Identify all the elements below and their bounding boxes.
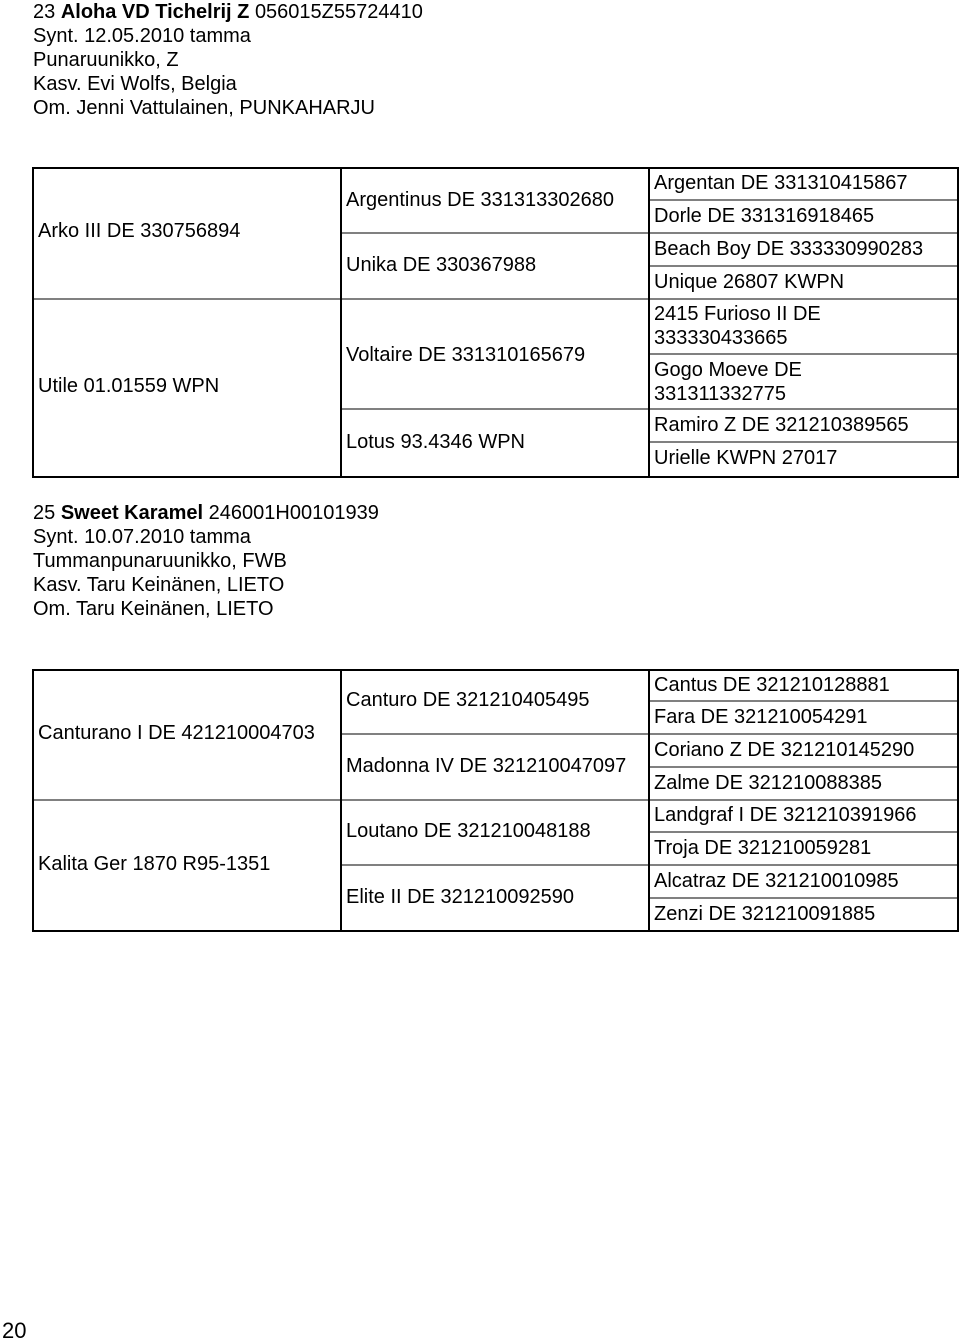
entry-title-line: [33, 501, 379, 525]
ggp-8: Urielle KWPN 27017: [654, 447, 838, 469]
sire-dam: Madonna IV DE 321210047097: [346, 755, 627, 777]
dam-dam: Elite II DE 321210092590: [346, 886, 574, 908]
ggp-4: Unique 26807 KWPN: [654, 271, 845, 293]
entry-23-header: [33, 0, 423, 120]
dam: Kalita Ger 1870 R95-1351: [38, 853, 271, 875]
registration-number: 056015Z55724410: [254, 1, 423, 23]
dam-dam: Lotus 93.4346 WPN: [346, 431, 525, 453]
breeder: Kasv. Taru Keinänen, LIETO: [33, 574, 285, 596]
ggp-4: Zalme DE 321210088385: [654, 772, 882, 794]
entry-25-header: [33, 501, 379, 621]
entry-title-line: [33, 0, 423, 24]
sire-sire: Canturo DE 321210405495: [346, 689, 590, 711]
ggp-5: Landgraf I DE 321210391966: [654, 804, 917, 826]
horse-name: Aloha VD Tichelrij Z: [60, 1, 250, 23]
ggp-2: Fara DE 321210054291: [654, 706, 868, 728]
breeder: Kasv. Evi Wolfs, Belgia: [33, 73, 237, 95]
sire-dam: Unika DE 330367988: [346, 254, 537, 276]
ggp-8: Zenzi DE 321210091885: [654, 903, 876, 925]
dam: Utile 01.01559 WPN: [38, 375, 220, 397]
sire: Canturano I DE 421210004703: [38, 722, 315, 744]
sire-sire: Argentinus DE 331313302680: [346, 189, 614, 211]
ggp-5: 2415 Furioso II DE 333330433665: [654, 303, 821, 349]
pedigree-table: [32, 167, 959, 479]
color-breed: Punaruunikko, Z: [33, 49, 179, 71]
ggp-7: Alcatraz DE 321210010985: [654, 870, 899, 892]
ggp-7: Ramiro Z DE 321210389565: [654, 414, 909, 436]
entry-number: 23: [33, 1, 56, 23]
entry-number: 25: [33, 502, 56, 524]
owner: Om. Jenni Vattulainen, PUNKAHARJU: [33, 97, 375, 119]
ggp-3: Beach Boy DE 333330990283: [654, 238, 924, 260]
dam-sire: Voltaire DE 331310165679: [346, 344, 586, 366]
registration-number: 246001H00101939: [208, 502, 379, 524]
birth-info: Synt. 10.07.2010 tamma: [33, 526, 251, 548]
sire: Arko III DE 330756894: [38, 220, 241, 242]
dam-sire: Loutano DE 321210048188: [346, 820, 591, 842]
ggp-1: Cantus DE 321210128881: [654, 674, 890, 696]
ggp-2: Dorle DE 331316918465: [654, 205, 875, 227]
birth-info: Synt. 12.05.2010 tamma: [33, 25, 251, 47]
horse-name: Sweet Karamel: [60, 502, 204, 524]
ggp-1: Argentan DE 331310415867: [654, 172, 908, 194]
page-number: 20: [2, 1318, 27, 1343]
ggp-3: Coriano Z DE 321210145290: [654, 739, 915, 761]
owner: Om. Taru Keinänen, LIETO: [33, 598, 274, 620]
ggp-6: Troja DE 321210059281: [654, 837, 872, 859]
pedigree-table: [32, 669, 959, 933]
ggp-6: Gogo Moeve DE 331311332775: [654, 359, 802, 405]
color-breed: Tummanpunaruunikko, FWB: [33, 550, 287, 572]
